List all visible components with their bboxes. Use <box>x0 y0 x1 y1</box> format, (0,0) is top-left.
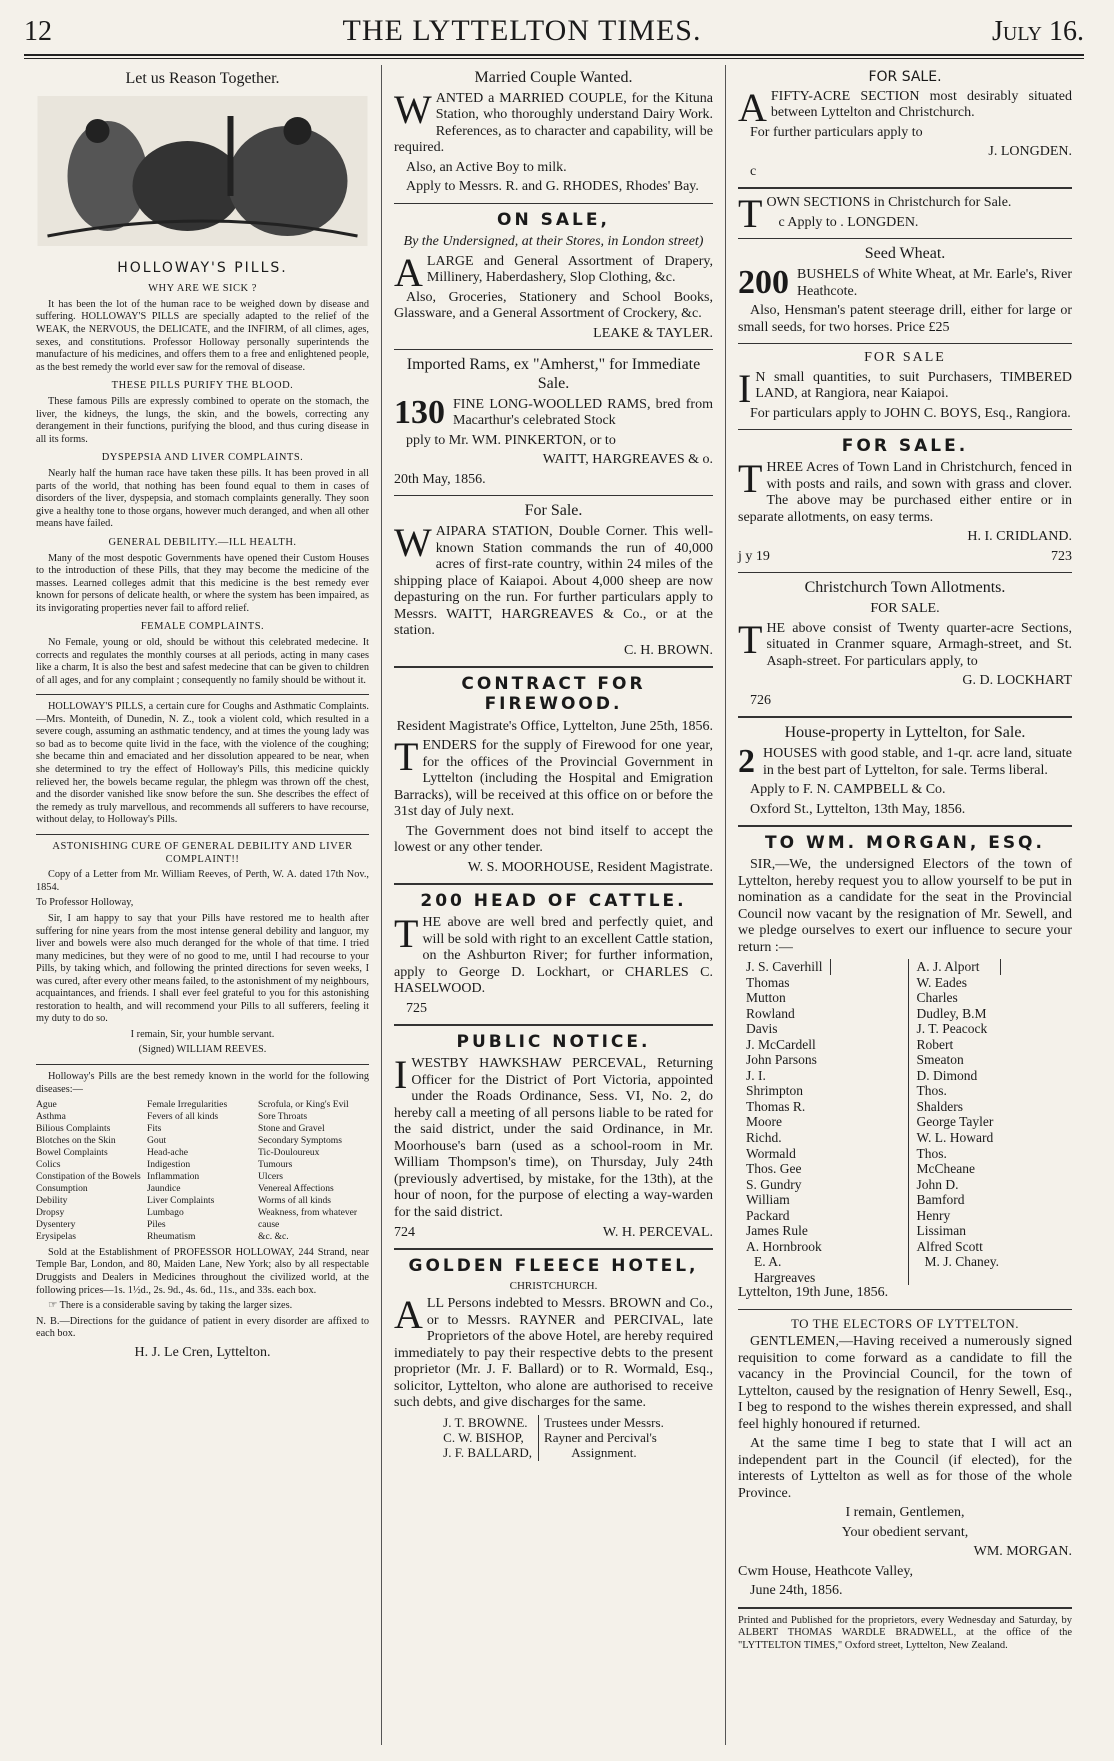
ad-title: FOR SALE. <box>868 69 942 85</box>
ad-body: GENTLEMEN,—Having received a numerously signed requisition to come forward as a candidate to fill the vacancy in the Provincial Council, for the town of Lyttelton, caused by the resignation of Henry Sewell, Esq., I beg to respond to the wishes therein expressed, and shall feel highly honoured if returned. <box>738 1333 1072 1432</box>
divider <box>738 343 1072 344</box>
ailment: Secondary Symptoms <box>258 1135 342 1147</box>
divider <box>394 1024 713 1026</box>
newspaper-title: THE LYTTELTON TIMES. <box>342 14 702 47</box>
holloway-illustration-image <box>36 96 369 246</box>
ailments-intro: Holloway's Pills are the best remedy known in the world for the following diseases:— <box>36 1070 369 1095</box>
signatory: Robert Smeaton <box>916 1036 964 1068</box>
ailment: Lumbago <box>147 1206 184 1218</box>
ailment: Ulcers <box>258 1170 284 1182</box>
ad-body: FIFTY-ACRE SECTION most desirably situated between Lyttelton and Christchurch. <box>770 88 1072 121</box>
ad-signature: WM. MORGAN. <box>973 1544 1072 1560</box>
ailment: Venereal Affections <box>258 1182 334 1194</box>
ad-signature: C. H. BROWN. <box>623 642 713 658</box>
drop-cap: A <box>738 84 767 130</box>
ad-number: 723 <box>1051 548 1072 564</box>
ad-title: Imported Rams, ex "Amherst," for Immediate Sale. <box>406 356 701 392</box>
column-left <box>24 65 382 1745</box>
ad-title: Christchurch Town Allotments. <box>804 579 1006 597</box>
divider <box>394 495 713 496</box>
signatory: Charles Dudley, B.M <box>916 990 987 1021</box>
signatories-col <box>746 959 909 1285</box>
ad-number: 2 <box>738 743 755 781</box>
signatory: Thomas R. Moore <box>746 1098 806 1130</box>
ad-line: Apply to F. N. CAMPBELL & Co. <box>750 782 946 798</box>
letter-close: I remain, Gentlemen, <box>845 1505 965 1521</box>
trustee-line: Rayner and Percival's <box>544 1429 657 1445</box>
divider <box>738 429 1072 430</box>
ailments-table <box>36 1099 369 1243</box>
ailment: Female Irregularities <box>147 1099 228 1111</box>
section-title: GENERAL DEBILITY.—ILL HEALTH. <box>108 536 297 548</box>
signatory: Thomas Mutton <box>746 974 790 1006</box>
section-title: FEMALE COMPLAINTS. <box>140 621 265 633</box>
drop-cap: T <box>394 911 419 957</box>
section-body: Nearly half the human race have taken these pills. It has been proved in all parts of the world, that nothing has been found equal to them in cases of disorders of the liver, dyspepsia, and stomach complaints generally. They soon give a healthy tone to those organs, however much deranged, and when all other means have failed. <box>36 468 369 530</box>
signatory: Henry Lissiman <box>916 1207 966 1239</box>
saving-note: ☞ There is a considerable saving by taking the larger sizes. <box>48 1300 293 1312</box>
sales-info: Sold at the Establishment of PROFESSOR HOLLOWAY, 244 Strand, near Temple Bar, London, and 80, Maiden Lane, New York; also by all respectable Druggists and Dealers in Medicines throughout the civilized world, at the following prices—1s. 1½d., 2s. 9d., 4s. 6d., 11s., and 33s. each box. <box>36 1246 369 1296</box>
ad-number: 725 <box>406 1000 427 1016</box>
ad-title: ON SALE, <box>497 209 610 230</box>
ad-body: ANTED a MARRIED COUPLE, for the Kituna Station, who thoroughly understand Dairy Work. References, as to character and capability, will be required. <box>394 90 713 156</box>
signatories-col <box>909 959 1073 1285</box>
ad-title: FOR SALE. <box>841 436 969 457</box>
signatory: M. J. Chaney. <box>924 1254 999 1270</box>
signatory: W. Eades <box>916 974 967 990</box>
trustee-name: C. W. BISHOP, <box>443 1429 524 1445</box>
ailments-col <box>258 1099 369 1243</box>
letter-close: Your obedient servant, <box>841 1524 969 1540</box>
ailments-col <box>36 1099 147 1243</box>
letter-body: Sir, I am happy to say that your Pills have restored me to health after suffering for nine years from the most intense general debility and languor, my liver and bowels were also much deranged for the whole of that time. I tried many medicines, but they were of no good to me, until I had recourse to your Pills, by taking which, and following the printed directions for seven weeks, I was cured, after every other means failed, to the astonishment of my neighbours, acquaintances, and friends. I shall ever feel grateful to you for this astonishing restoration to health, and will recommend your Pills to all sufferers, feeling it my duty to do so. <box>36 912 369 1025</box>
ad-signature: H. I. CRIDLAND. <box>967 529 1072 545</box>
signatory: A. Hornbrook <box>746 1238 822 1254</box>
ailment: Tumours <box>258 1158 293 1170</box>
ailment: Gout <box>147 1135 167 1147</box>
ad-body: HE above are well bred and perfectly quiet, and will be sold with right to an excellent Cattle station, on the Ashburton River; for further information, apply to George D. Lockhart, or CHARLES C. HASELWOOD. <box>394 915 713 997</box>
section-title: ASTONISHING CURE OF GENERAL DEBILITY AND LIVER COMPLAINT!! <box>52 840 353 865</box>
ad-title: House-property in Lyttelton, for Sale. <box>784 724 1026 742</box>
ad-line: Also, an Active Boy to milk. <box>406 159 567 175</box>
ad-line: pply to Mr. WM. PINKERTON, or to <box>406 432 616 448</box>
ad-number: 200 <box>738 264 789 301</box>
ailment: Scrofula, or King's Evil <box>258 1099 349 1111</box>
drop-cap: T <box>738 191 763 237</box>
ailment: Jaundice <box>147 1182 181 1194</box>
ailment: Erysipelas <box>36 1230 76 1242</box>
directions-note: N. B.—Directions for the guidance of patient in every disorder are affixed to each box. <box>36 1315 369 1340</box>
ad-line: For particulars apply to JOHN C. BOYS, Esq., Rangiora. <box>750 405 1071 421</box>
ad-date: j y 19 <box>738 548 770 564</box>
signatories <box>738 959 1072 1285</box>
ad-signature: J. LONGDEN. <box>988 144 1072 160</box>
ad-line: Also, Groceries, Stationery and School Books, Glassware, and a General Assortment of Crockery, &c. <box>394 289 713 322</box>
agent-name: H. J. Le Cren, Lyttelton. <box>134 1344 271 1360</box>
ad-signature: LEAKE & TAYLER. <box>593 325 713 341</box>
ad-number: 726 <box>750 692 771 708</box>
trustee-line: Trustees under Messrs. <box>544 1414 664 1430</box>
divider <box>394 666 713 668</box>
ailment: Tic-Douloureux <box>258 1147 320 1158</box>
ad-date: June 24th, 1856. <box>750 1583 843 1599</box>
ad-title: 200 HEAD OF CATTLE. <box>420 891 687 912</box>
signatory: John Parsons <box>746 1052 817 1068</box>
product-name: HOLLOWAY'S PILLS. <box>117 260 288 277</box>
ad-body: BUSHELS of White Wheat, at Mr. Earle's, River Heathcote. <box>797 267 1072 299</box>
ailment: Rheumatism <box>147 1230 196 1242</box>
imprint: Printed and Published for the proprietors, every Wednesday and Saturday, by ALBERT THOMAS WARDLE BRADWELL, at the office of the "LYTTELTON TIMES," Oxford street, Lyttelton, New Zealand. <box>738 1614 1072 1651</box>
section-body: No Female, young or old, should be without this celebrated medecine. It corrects and regulates the monthly courses at all periods, acting in many cases like a charm, It is also the best and safest medecine that can be given to children of all ages, and for any complaint ; consequently no family should be without it. <box>36 637 369 686</box>
ad-body: FINE LONG-WOOLLED RAMS, bred from Macarthur's celebrated Stock <box>453 396 713 429</box>
ad-body: LL Persons indebted to Messrs. BROWN and Co., or to Messrs. RAYNER and PERCIVAL, late Proprietors of the above Hotel, are hereby required immediately to pay their respective debts to the present proprietor (Mr. J. F. Ballard) or to R. Wormald, Esq., solicitor, Lyttelton, who alone are authorised to receive such debts, and give discharges for the same. <box>394 1296 713 1411</box>
signatory: George Tayler <box>916 1114 994 1130</box>
ad-signature: G. D. LOCKHART <box>962 673 1072 689</box>
signatory: S. Gundry <box>746 1176 802 1192</box>
ad-body: WESTBY HAWKSHAW PERCEVAL, Returning Officer for the District of Port Victoria, appointed under the Roads Ordinance, Sess. VI, No. 2, do hereby call a meeting of all persons liable to be rated for the said district, under the said Ordinance, in Mr. Moorhouse's barn (used as a school-room in Mr. William Thompson's time), on Thursday, July 24th (previously advertised, by mistake, for the 13th), at the hour of noon, for the purpose of electing a way-warden for the said district. <box>394 1056 713 1220</box>
ad-subtitle: By the Undersigned, at their Stores, in London street) <box>403 234 704 250</box>
ad-title: Seed Wheat. <box>864 245 946 263</box>
ad-line: Also, Hensman's patent steerage drill, either for large or small seeds, for two horses. Price £25 <box>738 303 1072 335</box>
ad-footer <box>738 549 1072 566</box>
ad-title: TO THE ELECTORS OF LYTTELTON. <box>790 1315 1020 1331</box>
ad-body: HREE Acres of Town Land in Christchurch, fenced in with posts and rails, and sown with grass and clover. The above may be purchased either entire or in separate allotments, on easy terms. <box>738 460 1072 525</box>
ad-body: N small quantities, to suit Purchasers, TIMBERED LAND, at Rangiora, near Kaiapoi. <box>755 369 1072 402</box>
signatory: D. Dimond <box>916 1067 978 1083</box>
signatory: J. T. Peacock <box>916 1021 988 1037</box>
drop-cap: A <box>394 1292 423 1338</box>
trustee-role <box>538 1415 664 1461</box>
drop-cap: W <box>394 86 432 132</box>
ad-signature: W. H. PERCEVAL. <box>602 1224 713 1240</box>
divider <box>738 716 1072 718</box>
column-middle <box>382 65 726 1745</box>
ad-subtitle: CHRISTCHURCH. <box>509 1280 598 1293</box>
divider <box>36 694 369 695</box>
ad-date: Lyttelton, 19th June, 1856. <box>738 1285 889 1301</box>
divider <box>394 203 713 204</box>
signatory: Thos. Shalders <box>916 1083 963 1114</box>
ad-line: At the same time I beg to state that I will act an independent part in the Council (if elected), for the interests of Lyttelton as well as for those of the whole Province. <box>738 1436 1072 1501</box>
section-body: It has been the lot of the human race to be weighed down by disease and suffering. HOLLOWAY'S PILLS are specially adapted to the relief of the WEAK, the NERVOUS, the DELICATE, and the INFIRM, of all climes, ages, sexes, and constitutions. Professor Holloway personally superintends the manufacture of his medicines, and offers them to a free and enlightened people, as the best remedy the world ever saw for the removal of disease. <box>36 298 369 373</box>
ad-line: For further particulars apply to <box>750 124 923 140</box>
columns <box>24 65 1084 1745</box>
ailment: Liver Complaints <box>147 1194 215 1206</box>
signatory: James Rule <box>746 1223 808 1239</box>
ad-number: 130 <box>394 393 445 431</box>
divider <box>738 1607 1072 1609</box>
signatory: J. McCardell <box>746 1036 816 1052</box>
masthead <box>24 0 1084 47</box>
divider <box>36 1064 369 1065</box>
drop-cap: I <box>738 365 752 411</box>
ailment: Constipation of the Bowels <box>36 1170 141 1182</box>
letter-signature: (Signed) WILLIAM REEVES. <box>138 1044 267 1056</box>
letter-close: I remain, Sir, your humble servant. <box>130 1028 275 1040</box>
ad-body: LARGE and General Assortment of Drapery, Millinery, Haberdashery, Slop Clothing, &c. <box>426 253 713 286</box>
ailment: Indigestion <box>147 1158 191 1170</box>
ailment: Sore Throats <box>258 1111 308 1123</box>
drop-cap: T <box>738 456 763 502</box>
signatory: Alfred Scott <box>916 1238 983 1254</box>
signatory: E. A. Hargreaves <box>754 1254 816 1285</box>
signatory: William Packard <box>746 1192 790 1223</box>
letter-salutation: To Professor Holloway, <box>36 897 134 909</box>
divider <box>738 238 1072 239</box>
divider <box>738 825 1072 827</box>
trustee-line: Assignment. <box>571 1445 637 1461</box>
ailment: Colics <box>36 1158 61 1170</box>
ailment: &c. &c. <box>258 1230 289 1242</box>
section-body: HOLLOWAY'S PILLS, a certain cure for Coughs and Asthmatic Complaints.—Mrs. Monteith, of Dunedin, N. Z., took a violent cold, which resulted in a severe cough, assuming an asthmatic tendency, and at times the young lady was so bad as to become quite livid in the face, with the violence of the coughing; she became thin and emaciated and her dissolution appeared to be near, when she determined to try the effect of Holloway's Pills, this medicine quickly relieved her, the bowels became regular, the phlegm was thrown off the chest, and the disorder vanished like snow before the sun. She describes the effect of the remedy as truly marvellous, and recommends all sufferers to have recourse, without delay, to Holloway's Pills. <box>36 701 369 826</box>
section-title: DYSPEPSIA AND LIVER COMPLAINTS. <box>101 452 304 464</box>
ad-title: GOLDEN FLEECE HOTEL, <box>408 1256 699 1277</box>
ailment: Bilious Complaints <box>36 1123 111 1135</box>
trustee-names <box>443 1415 532 1461</box>
signatory: Thos. McCheane <box>916 1145 975 1177</box>
divider <box>394 883 713 885</box>
section-body: These famous Pills are expressly combined to operate on the stomach, the liver, the kidneys, the lungs, the skin, and the bowels, correcting any derangement in their functions, purifying the blood, and thus curing disease in all its forms. <box>36 396 369 445</box>
ailment: Blotches on the Skin <box>36 1135 116 1147</box>
ad-line: WAITT, HARGREAVES & o. <box>542 452 713 468</box>
ad-signature: W. S. MOORHOUSE, Resident Magistrate. <box>467 859 713 875</box>
ad-footer <box>394 1225 713 1242</box>
ailment: Stone and Gravel <box>258 1123 325 1135</box>
signatory: Rowland Davis <box>746 1005 795 1037</box>
ailment: Ague <box>36 1099 57 1111</box>
ailment: Head-ache <box>147 1147 189 1158</box>
ad-date: 20th May, 1856. <box>394 471 486 487</box>
ad-address: Cwm House, Heathcote Valley, <box>738 1563 913 1579</box>
signatory: John D. Bamford <box>916 1176 965 1208</box>
ad-body: HOUSES with good stable, and 1-qr. acre land, situate in the best part of Lyttelton, for sale. Terms liberal. <box>763 746 1072 778</box>
column-right <box>726 65 1084 1745</box>
letter-intro: Copy of a Letter from Mr. William Reeves, of Perth, W. A. dated 17th Nov., 1854. <box>36 869 369 893</box>
masthead-rule <box>24 54 1084 59</box>
section-title: THESE PILLS PURIFY THE BLOOD. <box>111 380 294 392</box>
ailment: Asthma <box>36 1111 66 1123</box>
trustee-name: J. T. BROWNE. <box>443 1414 528 1430</box>
signatory: J. S. Caverhill <box>746 959 831 975</box>
ailment: Debility <box>36 1194 68 1206</box>
divider <box>738 572 1072 573</box>
ad-title: PUBLIC NOTICE. <box>456 1032 651 1053</box>
trustee-name: J. F. BALLARD, <box>443 1445 533 1461</box>
divider <box>394 349 713 350</box>
signatory: W. L. Howard <box>916 1129 994 1145</box>
holloway-heading: Let us Reason Together. <box>125 70 280 87</box>
ailment: Dropsy <box>36 1206 65 1218</box>
drop-cap: T <box>738 616 763 662</box>
ad-body: OWN SECTIONS in Christchurch for Sale. <box>766 195 1012 211</box>
ad-title: FOR SALE <box>864 350 946 366</box>
ad-body: SIR,—We, the undersigned Electors of the town of Lyttelton, hereby request you to allow yourself to be put in nomination as a candidate for the seat in the Provincial Council now vacant by the resignation of Mr. Sewell, and we pledge ourselves to exert our influence to secure your return :— <box>738 857 1072 955</box>
ad-body: HE above consist of Twenty quarter-acre Sections, situated in Cranmer square, Armagh-street, and St. Asaph-street. For particulars apply, to <box>766 620 1072 669</box>
section-title: WHY ARE WE SICK ? <box>148 283 257 295</box>
divider <box>738 1309 1072 1310</box>
ad-body: ENDERS for the supply of Firewood for one year, for the offices of the Provincial Government in Lyttelton (including the Hospital and Emigration Barracks), will be received at this office on or before the 31st day of July next. <box>394 738 713 820</box>
ad-line: c <box>750 163 757 179</box>
signatory: Thos. Gee <box>746 1161 802 1177</box>
signatory: Richd. Wormald <box>746 1129 796 1161</box>
ailment: Piles <box>147 1218 166 1230</box>
ad-title: TO WM. MORGAN, ESQ. <box>765 833 1045 854</box>
trustee-block <box>394 1415 713 1461</box>
divider <box>36 834 369 835</box>
drop-cap: I <box>394 1052 408 1098</box>
divider <box>738 187 1072 189</box>
ad-line: Apply to Messrs. R. and G. RHODES, Rhodes' Bay. <box>406 179 699 195</box>
ad-line: c Apply to . LONGDEN. <box>778 214 919 230</box>
ailment: Worms of all kinds <box>258 1194 332 1206</box>
issue-date: July 16. <box>991 16 1084 47</box>
ailment: Inflammation <box>147 1170 200 1182</box>
ad-date: Oxford St., Lyttelton, 13th May, 1856. <box>750 801 966 817</box>
ailment: Fevers of all kinds <box>147 1111 219 1123</box>
ad-body: AIPARA STATION, Double Corner. This well-known Station commands the run of 40,000 acres of first-rate country, within 24 miles of the shipping place of Kaiapoi. About 4,000 sheep are now depasturing on the run. For further particulars apply to Messrs. WAITT, HARGREAVES & Co., or at the station. <box>394 524 713 639</box>
drop-cap: W <box>394 520 432 566</box>
ad-title: CONTRACT FOR FIREWOOD. <box>461 674 646 715</box>
drop-cap: T <box>394 734 419 780</box>
ad-title: For Sale. <box>524 502 583 520</box>
ad-title: Married Couple Wanted. <box>474 69 633 86</box>
ailment: Weakness, from whatever cause <box>258 1206 358 1230</box>
signatory: J. I. Shrimpton <box>746 1067 804 1099</box>
drop-cap: A <box>394 249 423 295</box>
section-body: Many of the most despotic Governments have opened their Custom Houses to the introduction of these Pills, that they may become the medicine of the masses. Learned colleges admit that this medicine is the best remedy ever known for persons of delicate health, or where the system has been impaired, as its invigorating properties never fail to afford relief. <box>36 552 369 614</box>
ailments-col <box>147 1099 258 1243</box>
signatory: A. J. Alport <box>917 959 1002 975</box>
ad-number: 724 <box>394 1224 415 1240</box>
ailment: Fits <box>147 1123 162 1135</box>
ad-office: Resident Magistrate's Office, Lyttelton, June 25th, 1856. <box>396 718 713 734</box>
ad-line: The Government does not bind itself to accept the lowest or any other tender. <box>394 823 713 856</box>
ailment: Bowel Complaints <box>36 1147 108 1158</box>
ad-subtitle: FOR SALE. <box>870 601 940 617</box>
ailment: Dysentery <box>36 1218 76 1230</box>
divider <box>394 1248 713 1250</box>
page-number: 12 <box>24 16 52 47</box>
ailment: Consumption <box>36 1182 88 1194</box>
